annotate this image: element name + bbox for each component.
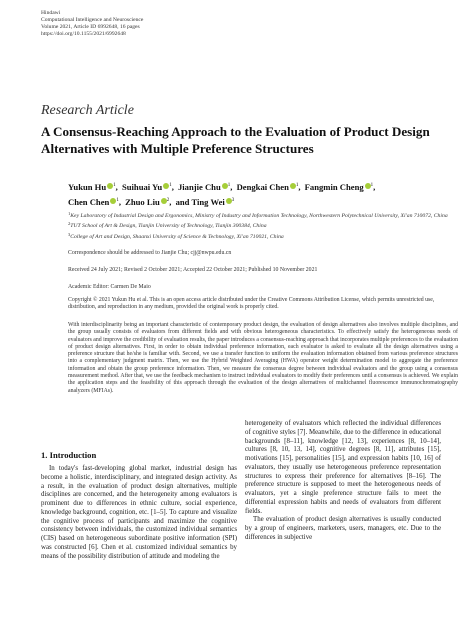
section-heading: 1. Introduction <box>41 450 97 460</box>
correspondence-note: Correspondence should be addressed to Jianjie Chu; cjj@nwpu.edu.cn <box>68 250 232 256</box>
journal-name: Computational Intelligence and Neuroscience <box>41 17 144 23</box>
affiliation: $^1$Key Laboratory of Industrial Design and Ergonomics, Ministry of Industry and Information Technology, Northwestern Polytechnical University, Xi'an 710072, China <box>68 211 448 219</box>
author[interactable]: Dengkai Chen $^1$, <box>236 182 301 192</box>
journal-volume: Volume 2021, Article ID 6992648, 16 pages <box>41 24 140 30</box>
journal-header <box>41 10 143 38</box>
author[interactable]: Yukun Hu $^1$, <box>68 182 118 192</box>
body-column-right <box>245 420 441 543</box>
author[interactable]: Chen Chen $^1$, <box>68 197 121 207</box>
paragraph: heterogeneity of evaluators which reflected the individual differences of cognitive styles [7]. Meanwhile, due to the difference in educational backgrounds [8–11], knowledge [12, 13], experiences [8, 10–14], cultures [8, 10, 13, 14], cognitive degrees [8, 11], attributes [15], motivations [15], personalities [15], and expression habits [10, 16] of evaluators, they usually use heterogeneous preference representation structures to express their preference for alternatives [8–16]. The preference structure is supposed to meet the heterogeneous needs of evaluators, yet a single preference structure fails to meet the differential expression habits and needs of evaluators from different fields. <box>245 420 441 515</box>
author[interactable]: Zhuo Liu $^2$, <box>125 197 172 207</box>
author[interactable]: and Ting Wei $^3$ <box>175 197 235 207</box>
journal-doi[interactable]: https://doi.org/10.1155/2021/6992648 <box>41 31 126 37</box>
publication-dates: Received 24 July 2021; Revised 2 October 2021; Accepted 22 October 2021; Published 10 November 2021 <box>68 267 318 273</box>
article-title: A Consensus-Reaching Approach to the Evaluation of Product Design Alternatives with Multiple Preference Structures <box>41 124 430 156</box>
body-column-left <box>41 465 237 561</box>
paragraph: In today's fast-developing global market, industrial design has become a holistic, interdisciplinary, and integrated design activity. As a result, in the evaluation of product design alternatives, multiple disciplines are concerned, and the heterogeneity among evaluators is prominent due to differences in ethnic culture, social experience, knowledge background, cognition, etc. [1–5]. To capture and visualize the cognitive process of participants and maximize the cognitive consistency between individuals, the customized individual semantics (CIS) based on heterogeneous subordinate positive information (SPI) was constructed [6]. Chen et al. customized individual semantics by means of the possibility distribution of attitude and modeling the <box>41 465 237 560</box>
affiliations <box>68 210 448 241</box>
abstract: With interdisciplinarity being an important characteristic of contemporary product design, the evaluation of design alternatives also involves multiple disciplines, and the group usually consists of evaluators from different fields and with obvious heterogeneous characteristics. To effectively satisfy the heterogeneous needs of evaluators and improve the credibility of evaluation results, the paper introduces a consensus-reaching approach that incorporates multiple preferences to the evaluation of product design alternatives. First, in order to obtain individual preference information, each evaluator is asked to evaluate all the design alternatives using a preference structure that he/she is familiar with. Second, we use a transfer function to uniform the evaluation information obtained from various preference structures into a complementary judgment matrix. Then, we use the Hybrid Weighted Averaging (HWA) operator weight determination model to aggregate the preference information and obtain the group preference information. Then, we measure the consensus degree between individual evaluators and the group using a consensus measurement method. After that, we use the feedback mechanism to instruct individual evaluators to modify their preferences until a consensus is achieved. We explain the application steps and the feasibility of this approach through the evaluation of the design alternatives of multichannel fluorescence immunochromatography analyzers (MFIAs). <box>68 322 458 394</box>
article-type: Research Article <box>41 103 134 118</box>
author[interactable]: Fangmin Cheng $^1$, <box>304 182 376 192</box>
affiliation: $^3$College of Art and Design, Shaanxi University of Science & Technology, Xi'an 710021, China <box>68 231 284 240</box>
author[interactable]: Jianjie Chu $^1$, <box>178 182 233 192</box>
publisher-name: Hindawi <box>41 10 61 16</box>
affiliation: $^2$TUT School of Art & Design, Tianjin University of Technology, Tianjin 300384, China <box>68 221 267 230</box>
author-list <box>68 179 428 209</box>
paragraph: The evaluation of product design alternatives is usually conducted by a group of engineers, marketers, users, managers, etc. Due to the differences in subjective <box>245 516 441 541</box>
author[interactable]: Suihuai Yu $^1$, <box>121 182 174 192</box>
academic-editor: Academic Editor: Carmen De Maio <box>68 284 151 290</box>
copyright-notice: Copyright © 2021 Yukun Hu et al. This is an open access article distributed under the Creative Commons Attribution License, which permits unrestricted use, distribution, and reproduction in any medium, provided the original work is properly cited. <box>68 297 435 311</box>
